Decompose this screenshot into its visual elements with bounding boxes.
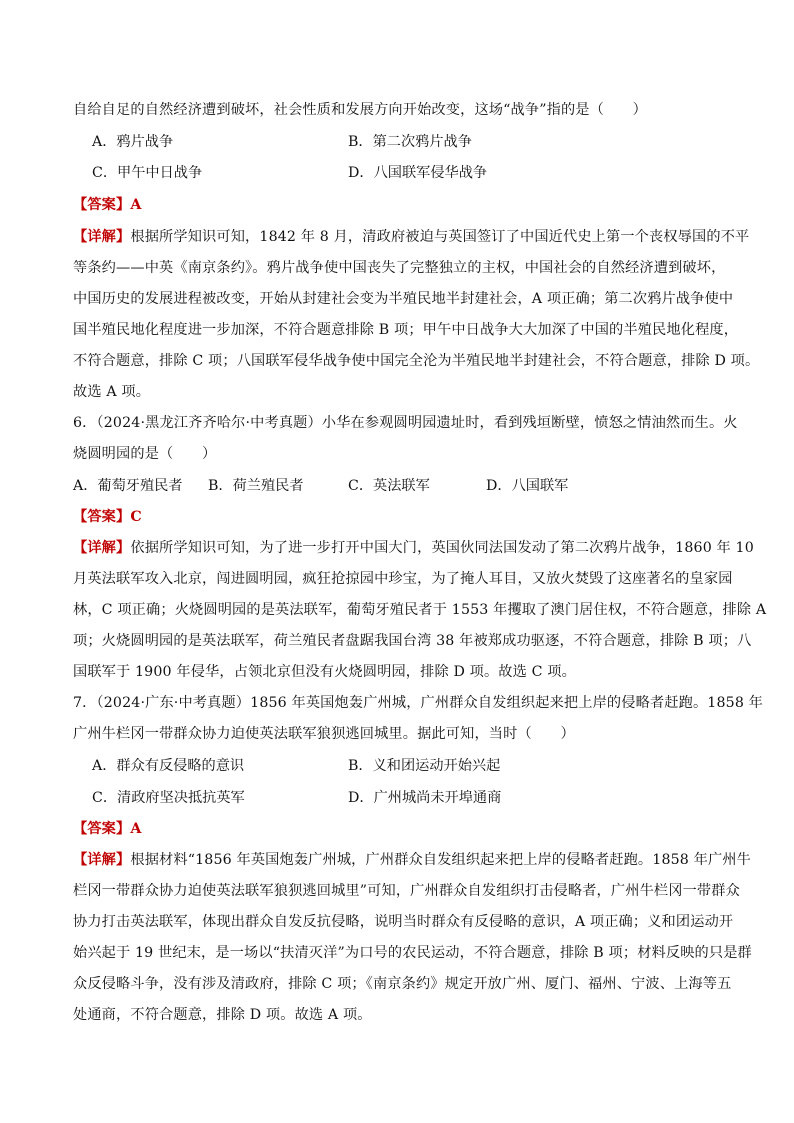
q6-option-a: A．葡萄牙殖民者 xyxy=(73,478,183,494)
explain-tag: 【详解】 xyxy=(73,852,131,868)
q5-option-c: C．甲午中日战争 xyxy=(92,165,203,181)
answer-tag: 【答案】 xyxy=(73,197,131,213)
q6-option-c: C．英法联军 xyxy=(348,478,430,494)
q7-explain-line-5: 众反侵略斗争，没有涉及清政府，排除 C 项；《南京条约》规定开放广州、厦门、福州、宁波、上海等五 xyxy=(73,976,732,992)
q7-stem-line-1: 7．（2024·广东·中考真题）1856 年英国炮轰广州城，广州群众自发组织起来把上岸的侵略者赶跑。1858 年 xyxy=(73,695,763,711)
q7-explain-line-3: 协力打击英法联军，体现出群众自发反抗侵略，说明当时群众有反侵略的意识，A 项正确；义和团运动开 xyxy=(73,914,734,930)
q7-answer xyxy=(73,819,142,839)
q7-explain-line-1 xyxy=(73,850,751,870)
q6-explain-line-1 xyxy=(73,538,754,558)
answer-value: A xyxy=(130,821,142,837)
q6-answer xyxy=(73,507,142,527)
explain-text: 依据所学知识可知，为了进一步打开中国大门，英国伙同法国发动了第二次鸦片战争，1860 年 10 xyxy=(130,540,754,556)
q5-answer xyxy=(73,195,142,215)
q7-option-d: D．广州城尚未开埠通商 xyxy=(348,790,502,806)
q7-option-a: A．群众有反侵略的意识 xyxy=(92,758,245,774)
q5-option-a: A．鸦片战争 xyxy=(92,134,174,150)
q5-explain-line-6: 故选 A 项。 xyxy=(73,384,151,400)
q7-stem-line-2: 广州牛栏冈一带群众协力迫使英法联军狼狈逃回城里。据此可知，当时（ ） xyxy=(73,726,575,742)
q7-option-c: C．清政府坚决抵抗英军 xyxy=(92,790,245,806)
q5-explain-line-3: 中国历史的发展进程被改变，开始从封建社会变为半殖民地半封建社会，A 项正确；第二次鸦片战争使中 xyxy=(73,291,734,307)
explain-text: 根据材料“1856 年英国炮轰广州城，广州群众自发组织起来把上岸的侵略者赶跑。1858 年广州牛 xyxy=(130,852,751,868)
explain-text: 根据所学知识可知，1842 年 8 月，清政府被迫与英国签订了中国近代史上第一个丧权辱国的不平 xyxy=(130,229,750,245)
q7-option-b: B．义和团运动开始兴起 xyxy=(348,758,501,774)
q6-explain-line-4: 项；火烧圆明园的是英法联军，荷兰殖民者盘踞我国台湾 38 年被郑成功驱逐，不符合题意，排除 B 项；八 xyxy=(73,633,752,649)
explain-tag: 【详解】 xyxy=(73,229,131,245)
q6-explain-line-5: 国联军于 1900 年侵华，占领北京但没有火烧圆明园，排除 D 项。故选 C 项。 xyxy=(73,664,576,680)
q6-stem-line-2: 烧圆明园的是（ ） xyxy=(73,446,217,462)
q6-option-b: B．荷兰殖民者 xyxy=(208,478,304,494)
q7-explain-line-4: 始兴起于 19 世纪末，是一场以“扶清灭洋”为口号的农民运动，不符合题意，排除 B 项；材料反映的只是群 xyxy=(73,945,752,961)
answer-tag: 【答案】 xyxy=(73,509,131,525)
q5-explain-line-1 xyxy=(73,227,749,247)
q5-explain-line-5: 不符合题意，排除 C 项；八国联军侵华战争使中国完全沦为半殖民地半封建社会，不符合题意，排除 D 项。 xyxy=(73,353,760,369)
q6-stem-line-1: 6．（2024·黑龙江齐齐哈尔·中考真题）小华在参观圆明园遗址时，看到残垣断壁，愤怒之情油然而生。火 xyxy=(73,415,738,431)
q5-explain-line-4: 国半殖民地化程度进一步加深，不符合题意排除 B 项；甲午中日战争大大加深了中国的半殖民地化程度， xyxy=(73,322,739,338)
q6-explain-line-2: 月英法联军攻入北京，闯进圆明园，疯狂抢掠园中珍宝，为了掩人耳目，又放火焚毁了这座著名的皇家园 xyxy=(73,571,733,587)
q5-stem-tail: 自给自足的自然经济遭到破坏，社会性质和发展方向开始改变，这场“战争”指的是（ ） xyxy=(73,102,647,118)
answer-value: C xyxy=(130,509,142,525)
answer-value: A xyxy=(130,197,142,213)
q6-option-d: D．八国联军 xyxy=(486,478,569,494)
q7-explain-line-2: 栏冈一带群众协力迫使英法联军狼狈逃回城里”可知，广州群众自发组织打击侵略者，广州牛栏冈一带群众 xyxy=(73,883,740,899)
q5-option-d: D．八国联军侵华战争 xyxy=(348,165,488,181)
q6-explain-line-3: 林，C 项正确；火烧圆明园的是英法联军，葡萄牙殖民者于 1553 年攫取了澳门居住权，不符合题意，排除 A xyxy=(73,602,767,618)
q5-explain-line-2: 等条约——中英《南京条约》。鸦片战争使中国丧失了完整独立的主权，中国社会的自然经济遭到破坏， xyxy=(73,260,726,276)
answer-tag: 【答案】 xyxy=(73,821,131,837)
q5-option-b: B．第二次鸦片战争 xyxy=(348,134,472,150)
q7-explain-line-6: 处通商，不符合题意，排除 D 项。故选 A 项。 xyxy=(73,1007,372,1023)
explain-tag: 【详解】 xyxy=(73,540,131,556)
